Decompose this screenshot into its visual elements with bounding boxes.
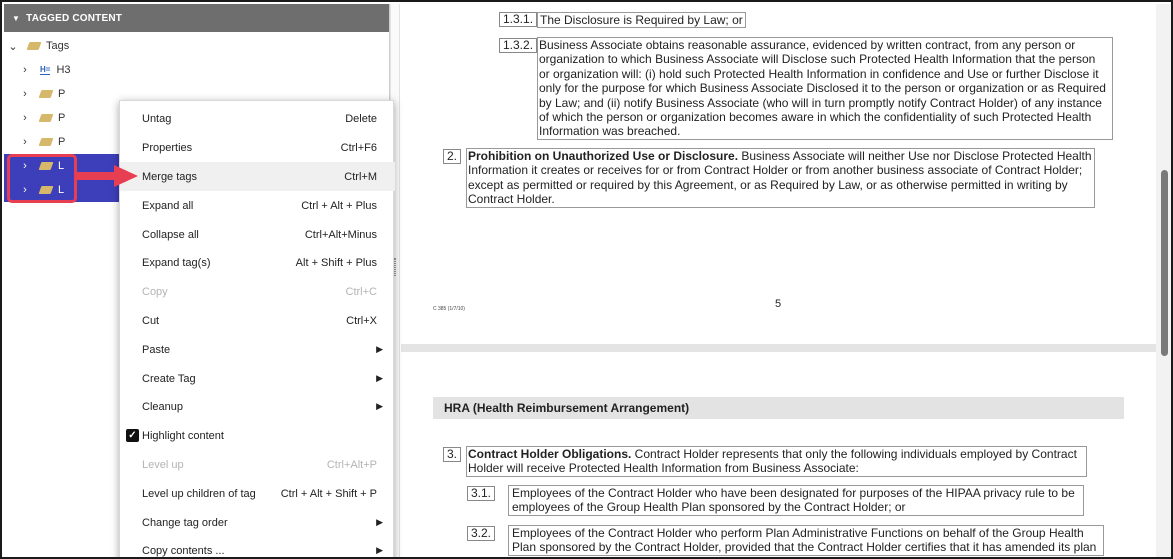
tree-node-label: P (58, 88, 66, 100)
menu-label: Untag (142, 112, 172, 125)
list-item-text: Employees of the Contract Holder who have been designated for purposes of the HIPAA privacy rule to be employees of the Group Health Plan sponsored by the Contract Holder; or (508, 485, 1084, 516)
checkbox-checked-icon[interactable]: ✓ (126, 429, 139, 442)
list-item-text: The Disclosure is Required by Law; or (537, 12, 746, 28)
menu-shortcut: Ctrl + Alt + Plus (301, 199, 377, 212)
chevron-right-icon[interactable]: › (23, 184, 27, 196)
menu-item-paste[interactable] (120, 335, 395, 364)
tree-node-h3[interactable] (4, 58, 390, 82)
heading-icon: H= (40, 65, 51, 74)
menu-label: Properties (142, 141, 193, 154)
tag-icon (39, 114, 54, 122)
menu-item-copy-contents[interactable] (120, 536, 395, 559)
menu-label: Cut (142, 314, 160, 327)
menu-item-merge-tags[interactable] (120, 162, 395, 191)
menu-item-expand-tags[interactable] (120, 248, 395, 277)
list-item-text: Employees of the Contract Holder who perform Plan Administrative Functions on behalf of the Group Health Plan sponsored by the Contract Holder, provided that the Contract Holder certifies that it has amended its plan (508, 525, 1104, 556)
menu-item-untag[interactable] (120, 104, 395, 133)
menu-label: Level up (142, 458, 184, 471)
list-item-text: Business Associate obtains reasonable assurance, evidenced by written contract, from any person or organization to which Business Associate will Disclose such Protected Health Information that the person or organization will: (i) hold such Protected Health Information in confidence and Use or further Disclose it only for the purpose for which Business Associate Disclosed it to the person or organization or as Required by Law; and (ii) notify Business Associate (who will in turn promptly notify Contract Holder) of any instance of which the person or organization becomes aware in which the confidentiality of such Protected Health Information was breached. (537, 37, 1113, 140)
menu-shortcut: Delete (345, 112, 377, 125)
menu-label: Expand tag(s) (142, 256, 211, 269)
document-view (401, 4, 1156, 559)
bold-heading: Prohibition on Unauthorized Use or Disclosure. (468, 149, 739, 163)
paragraph-text: Contract Holder represents that only the following individuals employed by Contract Holder will receive Protected Health Information from Business Associate: (468, 447, 1077, 476)
panel-title: TAGGED CONTENT (26, 12, 123, 24)
menu-label: Change tag order (142, 516, 228, 529)
menu-shortcut: Ctrl + Alt + Shift + P (280, 487, 377, 500)
tree-node-label: L (58, 160, 65, 172)
menu-item-properties[interactable] (120, 133, 395, 162)
menu-shortcut: Ctrl+M (344, 170, 377, 183)
menu-shortcut: Alt + Shift + Plus (295, 256, 377, 269)
chevron-down-icon[interactable]: ⌄ (8, 40, 18, 53)
list-number: 2. (443, 149, 461, 164)
chevron-right-icon[interactable]: › (23, 64, 27, 76)
menu-item-cleanup[interactable] (120, 392, 395, 421)
tree-node-tags[interactable] (4, 34, 390, 58)
scrollbar-thumb[interactable] (1161, 170, 1168, 356)
menu-item-collapse-all[interactable] (120, 220, 395, 249)
list-number: 3. (443, 447, 461, 462)
list-number: 1.3.2. (499, 38, 537, 53)
context-menu (119, 100, 394, 559)
menu-item-change-tag-order[interactable] (120, 508, 395, 537)
chevron-right-icon[interactable]: › (23, 136, 27, 148)
menu-item-highlight-content[interactable] (120, 421, 395, 450)
footer-code: C 385 (1/7/10) (433, 306, 465, 312)
menu-label: Collapse all (142, 228, 199, 241)
bold-heading: Contract Holder Obligations. (468, 447, 632, 461)
menu-label: Merge tags (142, 170, 198, 183)
tree-node-label: Tags (46, 40, 70, 52)
annotation-highlight-box (7, 154, 77, 203)
submenu-arrow-icon: ▶ (376, 545, 383, 555)
list-number: 3.1. (467, 486, 495, 501)
menu-item-level-up-children[interactable] (120, 479, 395, 508)
menu-label: Highlight content (142, 429, 224, 442)
tag-icon (27, 42, 42, 50)
paragraph (466, 446, 1087, 477)
tag-icon (39, 138, 54, 146)
menu-label: Level up children of tag (142, 487, 256, 500)
page-separator (401, 344, 1156, 352)
chevron-right-icon[interactable]: › (23, 88, 27, 100)
collapse-caret-icon[interactable]: ▼ (12, 13, 21, 23)
menu-label: Copy (142, 285, 168, 298)
list-number: 1.3.1. (499, 12, 537, 27)
menu-label: Paste (142, 343, 171, 356)
menu-item-copy (120, 277, 395, 306)
submenu-arrow-icon: ▶ (376, 344, 383, 354)
menu-shortcut: Ctrl+Alt+Minus (304, 228, 377, 241)
tag-icon (39, 90, 54, 98)
annotation-arrow-icon (74, 165, 140, 187)
page-number: 5 (775, 298, 782, 310)
submenu-arrow-icon: ▶ (376, 401, 383, 411)
menu-item-expand-all[interactable] (120, 191, 395, 220)
menu-shortcut: Ctrl+X (346, 314, 377, 327)
submenu-arrow-icon: ▶ (376, 517, 383, 527)
menu-shortcut: Ctrl+Alt+P (326, 458, 377, 471)
menu-label: Expand all (142, 199, 194, 212)
tree-node-label: L (58, 184, 65, 196)
tree-node-label: H3 (56, 64, 71, 76)
section-heading: HRA (Health Reimbursement Arrangement) (433, 397, 1124, 419)
tree-node-label: P (58, 112, 66, 124)
vertical-scrollbar[interactable] (1156, 4, 1173, 559)
menu-item-create-tag[interactable] (120, 364, 395, 393)
menu-item-cut[interactable] (120, 306, 395, 335)
menu-shortcut: Ctrl+C (345, 285, 377, 298)
submenu-arrow-icon: ▶ (376, 373, 383, 383)
menu-label: Copy contents ... (142, 544, 225, 557)
panel-header[interactable] (4, 4, 389, 32)
paragraph (466, 148, 1095, 208)
menu-label: Cleanup (142, 400, 183, 413)
list-number: 3.2. (467, 526, 495, 541)
paragraph-text: Business Associate will neither Use nor Disclose Protected Health Information it creates or receives for or from Contract Holder or from another business associate of Contract Holder; except as permitted or required by this Agreement, or as Required by Law, or as otherwise permitted in writing by Contract Holder. (468, 149, 1092, 207)
menu-item-level-up (120, 450, 395, 479)
menu-label: Create Tag (142, 372, 196, 385)
tree-node-label: P (58, 136, 66, 148)
chevron-right-icon[interactable]: › (23, 112, 27, 124)
menu-shortcut: Ctrl+F6 (340, 141, 377, 154)
chevron-right-icon[interactable]: › (23, 160, 27, 172)
